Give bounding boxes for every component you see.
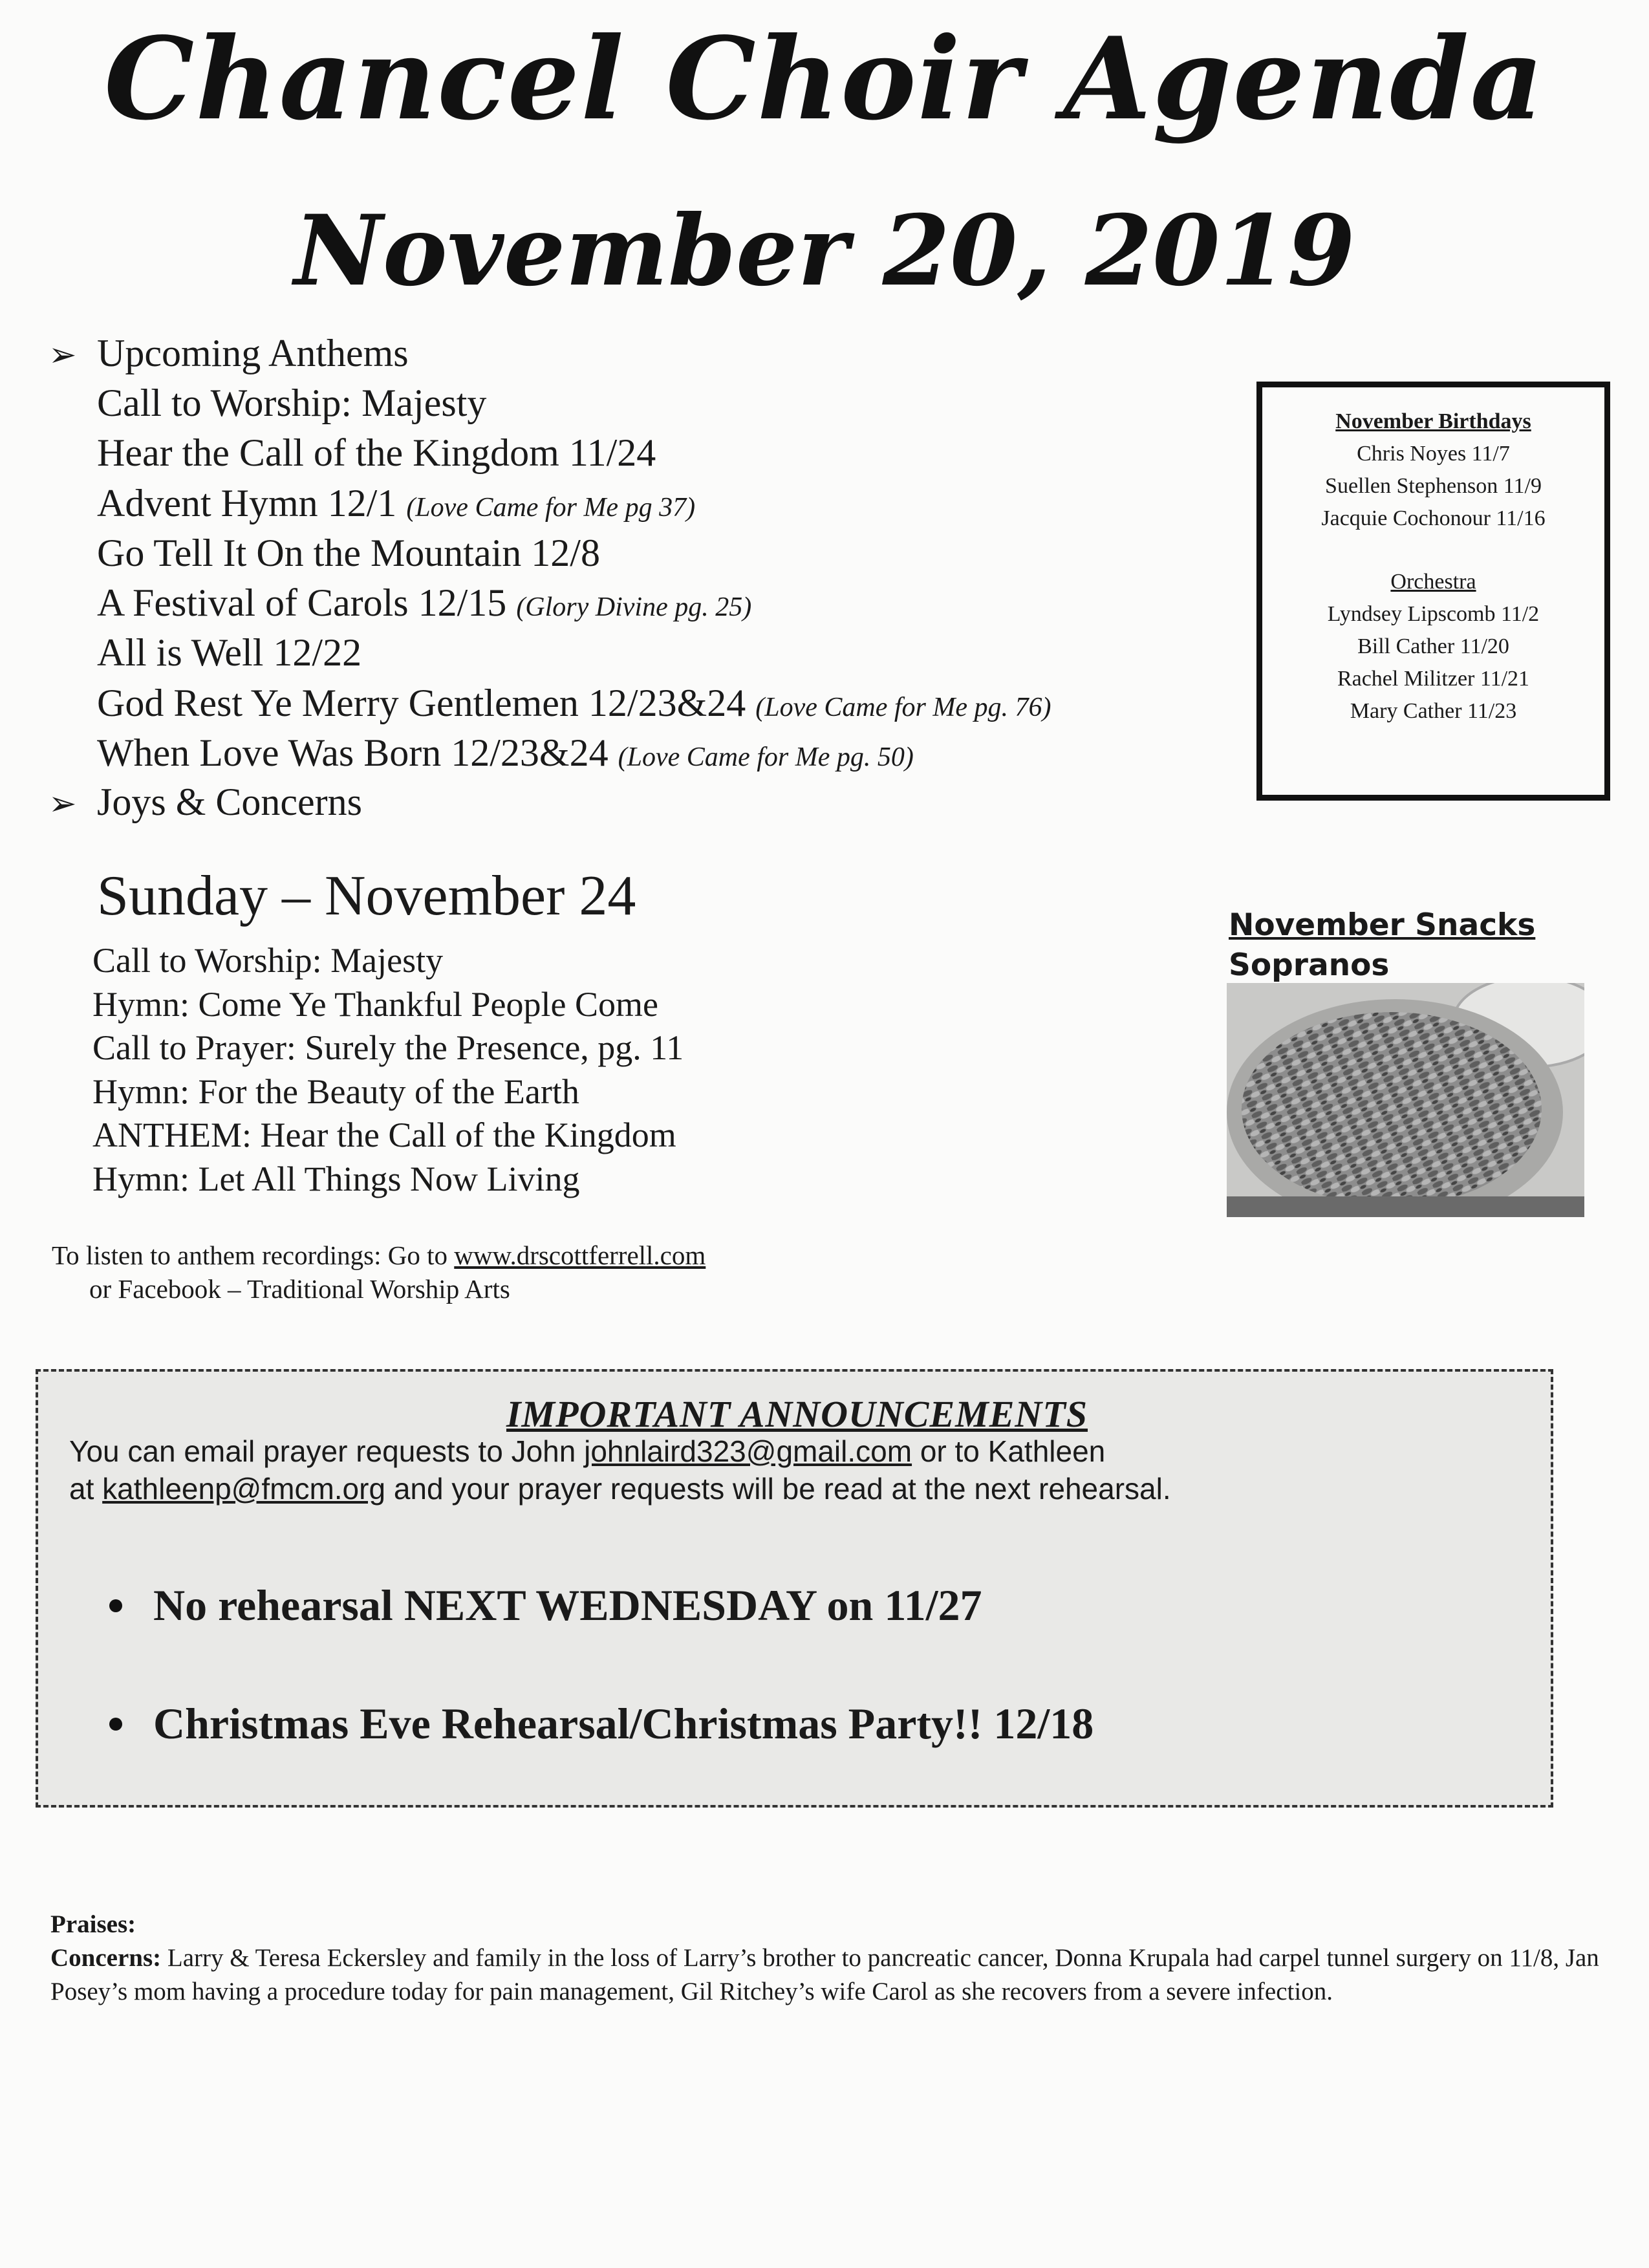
list-item: Call to Worship: Majesty (92, 941, 444, 980)
list-item: A Festival of Carols 12/15 (Glory Divine pg. 25) (97, 581, 752, 625)
snacks-group: Sopranos (1229, 947, 1390, 983)
list-item: Go Tell It On the Mountain 12/8 (97, 531, 600, 574)
list-item: Hear the Call of the Kingdom 11/24 (97, 431, 656, 475)
arrow-bullet-icon: ➢ (48, 336, 77, 374)
bullet-icon (109, 1599, 122, 1612)
email-link-kathleen[interactable]: kathleenp@fmcm.org (102, 1472, 386, 1506)
list-item: Advent Hymn 12/1 (Love Came for Me pg 37) (97, 481, 696, 524)
birthdays-box (1256, 382, 1610, 801)
facebook-note: or Facebook – Traditional Worship Arts (89, 1274, 510, 1304)
list-item: ANTHEM: Hear the Call of the Kingdom (92, 1116, 676, 1154)
list-item: Chris Noyes 11/7 (1357, 442, 1510, 466)
birthdays-heading: November Birthdays (1335, 409, 1531, 433)
list-item: Call to Prayer: Surely the Presence, pg. 11 (92, 1028, 684, 1067)
page-title: Chancel Choir Agenda (104, 13, 1545, 146)
listen-note: To listen to anthem recordings: Go to www.drscottferrell.com or Facebook – Traditional Worship Arts (52, 1238, 706, 1306)
announcements-box (36, 1369, 1553, 1808)
list-item: Mary Cather 11/23 (1350, 699, 1517, 723)
email-link-john[interactable]: johnlaird323@gmail.com (584, 1434, 912, 1468)
sunday-heading: Sunday – November 24 (97, 865, 636, 927)
list-item: Suellen Stephenson 11/9 (1325, 474, 1542, 498)
joys-concerns-label: Joys & Concerns (97, 781, 362, 823)
bullet-icon (109, 1718, 122, 1731)
list-item: All is Well 12/22 (97, 631, 362, 675)
list-item: Bill Cather 11/20 (1357, 634, 1509, 658)
list-item: Christmas Eve Rehearsal/Christmas Party!! 12/18 (109, 1665, 1094, 1783)
praises-label: Praises: (50, 1910, 136, 1938)
service-order (92, 939, 684, 1201)
website-link[interactable]: www.drscottferrell.com (454, 1240, 706, 1270)
joys-concerns-heading (48, 777, 362, 829)
announcements-heading: IMPORTANT ANNOUNCEMENTS (506, 1393, 1088, 1435)
list-item: Hymn: Come Ye Thankful People Come (92, 984, 658, 1024)
snacks-heading (1229, 905, 1535, 986)
orchestra-heading: Orchestra (1390, 570, 1476, 594)
arrow-bullet-icon: ➢ (48, 784, 77, 823)
list-item: Rachel Militzer 11/21 (1337, 667, 1530, 691)
list-item: Hymn: For the Beauty of the Earth (92, 1072, 579, 1111)
anthem-list (97, 378, 1051, 778)
list-item: God Rest Ye Merry Gentlemen 12/23&24 (Love Came for Me pg. 76) (97, 681, 1051, 724)
announcement-email-text: You can email prayer requests to John johnlaird323@gmail.com or to Kathleen at kathleenp@fmcm.org and your prayer requests will be read at the next rehearsal. (69, 1434, 1171, 1506)
pecan-pie-illustration (1227, 983, 1584, 1217)
pie-image (1227, 983, 1584, 1217)
upcoming-anthems-heading (48, 329, 409, 380)
list-item: No rehearsal NEXT WEDNESDAY on 11/27 (109, 1546, 1094, 1665)
praises-concerns (50, 1908, 1602, 2009)
concerns-text: Larry & Teresa Eckersley and family in the loss of Larry’s brother to pancreatic cancer, Donna Krupala had carpel tunnel surgery on 11/8, Jan Posey’s mom having a procedure today for pain management, Gil Ritchey’s wife Carol as she recovers from a severe infection. (50, 1944, 1599, 2005)
list-item: Jacquie Cochonour 11/16 (1321, 506, 1546, 530)
list-item: When Love Was Born 12/23&24 (Love Came for Me pg. 50) (97, 731, 914, 775)
concerns-label: Concerns: (50, 1944, 162, 1972)
list-item: Hymn: Let All Things Now Living (92, 1159, 580, 1198)
list-item: Lyndsey Lipscomb 11/2 (1327, 602, 1540, 626)
announcement-bullets (109, 1546, 1094, 1783)
upcoming-anthems-label: Upcoming Anthems (97, 332, 409, 374)
snacks-title: November Snacks (1229, 907, 1536, 943)
page-date: November 20, 2019 (294, 194, 1355, 308)
list-item: Call to Worship: Majesty (97, 382, 487, 424)
